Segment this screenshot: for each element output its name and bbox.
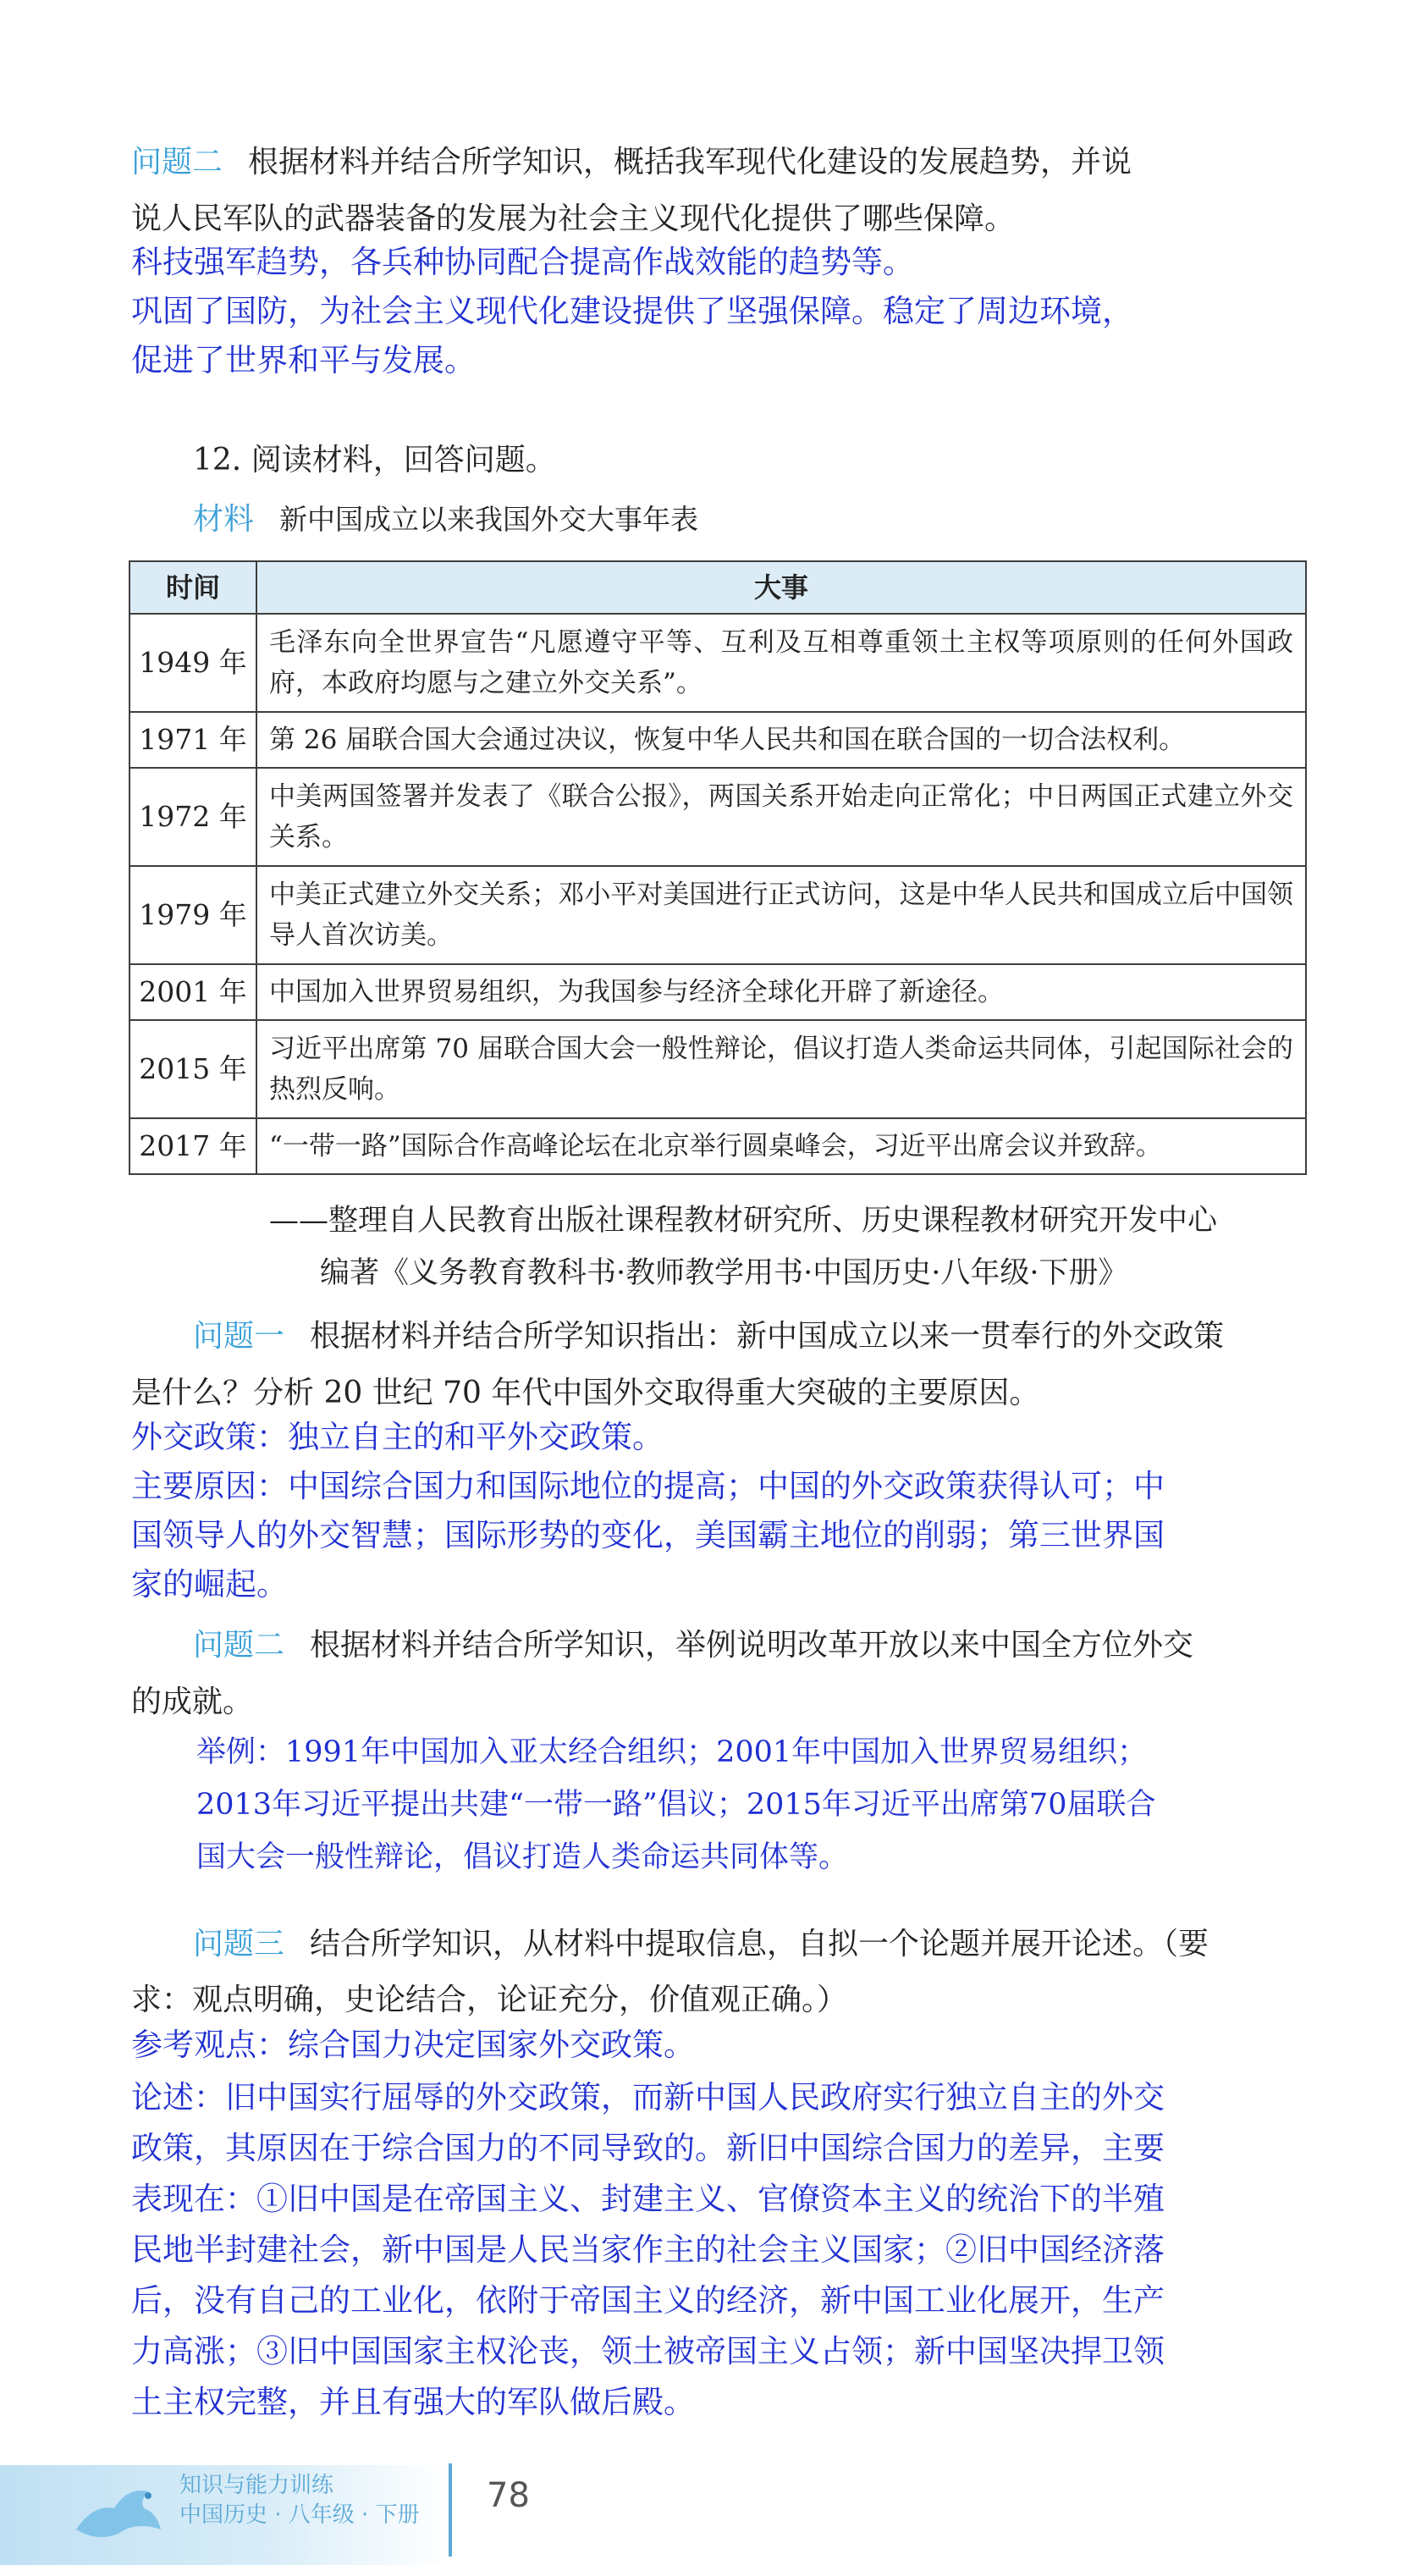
table-row bbox=[129, 866, 1306, 964]
diplomacy-timeline-table bbox=[129, 560, 1307, 1175]
horse-logo-icon bbox=[68, 2470, 169, 2546]
row-year: 2015 年 bbox=[129, 1020, 256, 1118]
q12-part3-label: 问题三 bbox=[193, 1927, 285, 1961]
footer-divider bbox=[449, 2463, 452, 2557]
row-event: 中美两国签署并发表了《联合公报》，两国关系开始走向正常化；中日两国正式建立外交关系。 bbox=[256, 768, 1306, 866]
q12-part3-answer-2: 论述：旧中国实行屈辱的外交政策，而新中国人民政府实行独立自主的外交 bbox=[131, 2079, 1165, 2115]
header-event: 大事 bbox=[256, 561, 1306, 614]
source-line-1: ——整理自人民教育出版社课程教材研究所、历史课程教材研究开发中心 bbox=[269, 1204, 1218, 1238]
q12-part1-answer-3: 国领导人的外交智慧；国际形势的变化，美国霸主地位的削弱；第三世界国 bbox=[131, 1517, 1165, 1553]
q12-part3-line1: 结合所学知识，从材料中提取信息，自拟一个论题并展开论述。（要 bbox=[310, 1927, 1209, 1961]
row-year: 1949 年 bbox=[129, 614, 256, 712]
q11-part2-answer-2: 巩固了国防，为社会主义现代化建设提供了坚强保障。稳定了周边环境， bbox=[131, 293, 1133, 329]
q12-part3-answer-4: 表现在：①旧中国是在帝国主义、封建主义、官僚资本主义的统治下的半殖 bbox=[131, 2181, 1165, 2217]
q12-part2-answer-3: 国大会一般性辩论，倡议打造人类命运共同体等。 bbox=[196, 1840, 849, 1874]
q11-part2-line1: 根据材料并结合所学知识，概括我军现代化建设的发展趋势，并说 bbox=[248, 145, 1132, 179]
q12-part1-answer-2: 主要原因：中国综合国力和国际地位的提高；中国的外交政策获得认可；中 bbox=[131, 1468, 1165, 1504]
q12-part1-answer-1: 外交政策：独立自主的和平外交政策。 bbox=[131, 1419, 664, 1455]
footer-series-title: 知识与能力训练 bbox=[179, 2473, 334, 2498]
q12-part3-answer-7: 力高涨；③旧中国国家主权沦丧，领土被帝国主义占领；新中国坚决捍卫领 bbox=[131, 2333, 1165, 2369]
row-event: 中美正式建立外交关系；邓小平对美国进行正式访问，这是中华人民共和国成立后中国领导人首次访美。 bbox=[256, 866, 1306, 964]
q12-part2-line1: 根据材料并结合所学知识，举例说明改革开放以来中国全方位外交 bbox=[310, 1628, 1194, 1663]
row-year: 1979 年 bbox=[129, 866, 256, 964]
material-title: 新中国成立以来我国外交大事年表 bbox=[279, 503, 699, 536]
q12-part3-answer-3: 政策，其原因在于综合国力的不同导致的。新旧中国综合国力的差异，主要 bbox=[131, 2130, 1165, 2166]
q12-part1-label: 问题一 bbox=[193, 1319, 285, 1354]
row-year: 2017 年 bbox=[129, 1118, 256, 1174]
q12-part1-line2: 是什么？分析 20 世纪 70 年代中国外交取得重大突破的主要原因。 bbox=[131, 1376, 1040, 1410]
q12-part2-label: 问题二 bbox=[193, 1628, 285, 1663]
table-row bbox=[129, 712, 1306, 768]
table-header-row bbox=[129, 561, 1306, 614]
material-label: 材料 bbox=[193, 502, 255, 537]
row-event: 第 26 届联合国大会通过决议，恢复中华人民共和国在联合国的一切合法权利。 bbox=[256, 712, 1306, 768]
q12-part1-line1: 根据材料并结合所学知识指出：新中国成立以来一贯奉行的外交政策 bbox=[310, 1319, 1225, 1354]
q12-part3-answer-8: 土主权完整，并且有强大的军队做后殿。 bbox=[131, 2384, 695, 2420]
row-event: 中国加入世界贸易组织，为我国参与经济全球化开辟了新途径。 bbox=[256, 964, 1306, 1020]
row-year: 2001 年 bbox=[129, 964, 256, 1020]
q12-part2-answer-2: 2013年习近平提出共建“一带一路”倡议；2015年习近平出席第70届联合 bbox=[196, 1788, 1156, 1822]
q11-part2-question bbox=[131, 138, 1308, 187]
row-year: 1972 年 bbox=[129, 768, 256, 866]
row-event: 习近平出席第 70 届联合国大会一般性辩论，倡议打造人类命运共同体，引起国际社会的热烈反响。 bbox=[256, 1020, 1306, 1118]
q12-material-heading bbox=[193, 495, 1369, 544]
q11-part2-answer-1: 科技强军趋势，各兵种协同配合提高作战效能的趋势等。 bbox=[131, 244, 914, 280]
table-row bbox=[129, 1020, 1306, 1118]
q11-part2-line2: 说人民军队的武器装备的发展为社会主义现代化提供了哪些保障。 bbox=[131, 201, 1016, 236]
footer-book-subtitle: 中国历史 · 八年级 · 下册 bbox=[179, 2502, 420, 2528]
q12-intro: 12. 阅读材料，回答问题。 bbox=[193, 443, 556, 477]
table-row bbox=[129, 964, 1306, 1020]
q11-part2-answer-3: 促进了世界和平与发展。 bbox=[131, 342, 476, 378]
q12-part3-answer-1: 参考观点：综合国力决定国家外交政策。 bbox=[131, 2027, 695, 2063]
q12-part1-question bbox=[193, 1312, 1310, 1361]
page-number: 78 bbox=[487, 2476, 530, 2515]
q12-part2-line2: 的成就。 bbox=[131, 1685, 254, 1719]
table-row bbox=[129, 768, 1306, 866]
row-event: “一带一路”国际合作高峰论坛在北京举行圆桌峰会，习近平出席会议并致辞。 bbox=[256, 1118, 1306, 1174]
row-year: 1971 年 bbox=[129, 712, 256, 768]
table-row bbox=[129, 1118, 1306, 1174]
q12-part2-answer-1: 举例：1991年中国加入亚太经合组织；2001年中国加入世界贸易组织； bbox=[196, 1735, 1148, 1769]
q12-part3-answer-5: 民地半封建社会，新中国是人民当家作主的社会主义国家；②旧中国经济落 bbox=[131, 2231, 1165, 2268]
header-time: 时间 bbox=[129, 561, 256, 614]
q12-part3-line2: 求：观点明确，史论结合，论证充分，价值观正确。） bbox=[131, 1983, 848, 2017]
q12-part3-answer-6: 后，没有自己的工业化，依附于帝国主义的经济，新中国工业化展开，生产 bbox=[131, 2282, 1165, 2319]
q12-part1-answer-4: 家的崛起。 bbox=[131, 1566, 288, 1602]
table-row bbox=[129, 614, 1306, 712]
q12-part2-question bbox=[193, 1621, 1310, 1670]
q11-part2-label: 问题二 bbox=[131, 145, 223, 179]
q12-part3-question bbox=[193, 1920, 1310, 1969]
source-line-2: 编著《义务教育教科书·教师教学用书·中国历史·八年级·下册》 bbox=[320, 1256, 1128, 1290]
row-event: 毛泽东向全世界宣告“凡愿遵守平等、互利及互相尊重领土主权等项原则的任何外国政府，本政府均愿与之建立外交关系”。 bbox=[256, 614, 1306, 712]
